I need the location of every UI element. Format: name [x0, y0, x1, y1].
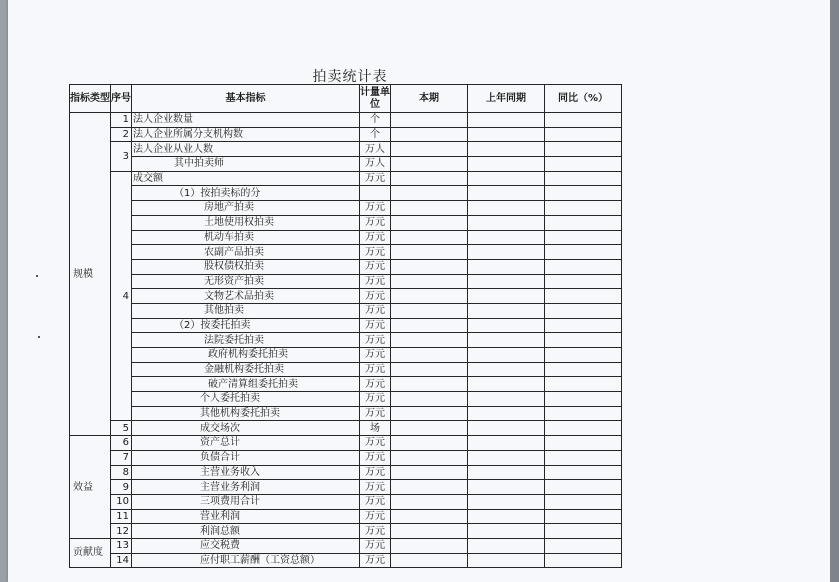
row-indicator: 个人委托拍卖	[132, 392, 360, 407]
table-row	[70, 127, 622, 142]
row-unit: 万元	[360, 465, 391, 480]
cell-current	[391, 333, 468, 348]
cell-yoy	[545, 538, 622, 553]
cell-last-year	[468, 348, 545, 363]
cell-last-year	[468, 421, 545, 436]
row-indicator: 成交场次	[132, 421, 360, 436]
cell-yoy	[545, 201, 622, 216]
row-indicator: 应付职工薪酬（工资总额）	[132, 553, 360, 568]
table-row	[70, 113, 622, 128]
table-row	[70, 201, 622, 216]
row-indicator: 法院委托拍卖	[132, 333, 360, 348]
cell-yoy	[545, 553, 622, 568]
table-row	[70, 215, 622, 230]
cell-current	[391, 538, 468, 553]
cell-last-year	[468, 436, 545, 451]
cell-last-year	[468, 362, 545, 377]
cell-current	[391, 274, 468, 289]
row-indicator: 农副产品拍卖	[132, 245, 360, 260]
row-seq: 12	[111, 524, 132, 539]
row-seq: 1	[111, 113, 132, 128]
table-row	[70, 303, 622, 318]
cell-yoy	[545, 465, 622, 480]
cell-last-year	[468, 553, 545, 568]
row-unit: 万元	[360, 509, 391, 524]
table-row	[70, 509, 622, 524]
row-unit: 万元	[360, 333, 391, 348]
cell-yoy	[545, 245, 622, 260]
header-last-year: 上年同期	[468, 85, 545, 113]
table-row	[70, 230, 622, 245]
row-indicator: 金融机构委托拍卖	[132, 362, 360, 377]
row-unit: 万元	[360, 201, 391, 216]
row-unit: 万元	[360, 303, 391, 318]
cell-yoy	[545, 524, 622, 539]
table-row	[70, 274, 622, 289]
row-seq: 7	[111, 450, 132, 465]
table-row	[70, 436, 622, 451]
cell-last-year	[468, 186, 545, 201]
cell-yoy	[545, 157, 622, 172]
cell-yoy	[545, 274, 622, 289]
cell-yoy	[545, 392, 622, 407]
cell-current	[391, 348, 468, 363]
cell-yoy	[545, 480, 622, 495]
row-unit: 万元	[360, 494, 391, 509]
table-row	[70, 465, 622, 480]
cell-last-year	[468, 509, 545, 524]
cell-current	[391, 142, 468, 157]
row-indicator: 成交额	[132, 171, 360, 186]
cell-last-year	[468, 142, 545, 157]
row-unit: 万元	[360, 348, 391, 363]
header-category: 指标类型	[70, 85, 111, 113]
cell-last-year	[468, 230, 545, 245]
cell-current	[391, 524, 468, 539]
table-title: 拍卖统计表	[312, 69, 388, 85]
cell-yoy	[545, 142, 622, 157]
table-row	[70, 318, 622, 333]
table-row	[70, 392, 622, 407]
row-indicator: 无形资产拍卖	[132, 274, 360, 289]
scan-speck	[36, 275, 38, 277]
row-indicator: 文物艺术品拍卖	[132, 289, 360, 304]
table-row	[70, 524, 622, 539]
row-unit: 万元	[360, 289, 391, 304]
cell-last-year	[468, 333, 545, 348]
cell-current	[391, 215, 468, 230]
cell-last-year	[468, 480, 545, 495]
cell-current	[391, 377, 468, 392]
cell-current	[391, 421, 468, 436]
table-row	[70, 171, 622, 186]
row-indicator: 土地使用权拍卖	[132, 215, 360, 230]
cell-current	[391, 465, 468, 480]
cell-yoy	[545, 348, 622, 363]
row-seq: 8	[111, 465, 132, 480]
row-indicator: 法人企业数量	[132, 113, 360, 128]
table-row	[70, 333, 622, 348]
cell-yoy	[545, 494, 622, 509]
cell-current	[391, 127, 468, 142]
table-row	[70, 538, 622, 553]
cell-yoy	[545, 259, 622, 274]
cell-yoy	[545, 289, 622, 304]
row-unit: 万元	[360, 480, 391, 495]
cell-current	[391, 318, 468, 333]
cell-last-year	[468, 377, 545, 392]
cell-current	[391, 480, 468, 495]
row-indicator: 主营业务利润	[132, 480, 360, 495]
row-unit	[360, 186, 391, 201]
row-indicator: 资产总计	[132, 436, 360, 451]
row-indicator: 政府机构委托拍卖	[132, 348, 360, 363]
cell-last-year	[468, 450, 545, 465]
header-seq: 序号	[111, 85, 132, 113]
cell-last-year	[468, 245, 545, 260]
row-unit: 个	[360, 113, 391, 128]
cell-yoy	[545, 127, 622, 142]
row-unit: 万元	[360, 245, 391, 260]
row-seq: 5	[111, 421, 132, 436]
table-row	[70, 494, 622, 509]
auction-statistics-table	[69, 84, 622, 568]
cell-current	[391, 201, 468, 216]
group-contribution: 贡献度	[70, 538, 111, 567]
cell-current	[391, 186, 468, 201]
cell-yoy	[545, 362, 622, 377]
header-unit: 计量单位	[360, 85, 391, 113]
cell-last-year	[468, 201, 545, 216]
row-unit: 万元	[360, 215, 391, 230]
table-row	[70, 377, 622, 392]
cell-last-year	[468, 127, 545, 142]
cell-last-year	[468, 289, 545, 304]
row-unit: 万元	[360, 553, 391, 568]
cell-yoy	[545, 215, 622, 230]
header-yoy: 同比（%）	[545, 85, 622, 113]
cell-yoy	[545, 230, 622, 245]
cell-yoy	[545, 333, 622, 348]
table-row	[70, 406, 622, 421]
row-seq: 13	[111, 538, 132, 553]
row-seq: 14	[111, 553, 132, 568]
row-indicator: 其他机构委托拍卖	[132, 406, 360, 421]
row-seq: 9	[111, 480, 132, 495]
table-row	[70, 553, 622, 568]
row-indicator: 其他拍卖	[132, 303, 360, 318]
row-unit: 万元	[360, 450, 391, 465]
cell-current	[391, 259, 468, 274]
row-unit: 万元	[360, 436, 391, 451]
table-row	[70, 362, 622, 377]
row-unit: 场	[360, 421, 391, 436]
row-unit: 万元	[360, 230, 391, 245]
group-scale: 规模	[70, 113, 111, 436]
cell-last-year	[468, 524, 545, 539]
row-indicator: 应交税费	[132, 538, 360, 553]
row-indicator: 法人企业从业人数	[132, 142, 360, 157]
table-row	[70, 186, 622, 201]
cell-yoy	[545, 113, 622, 128]
row-seq: 11	[111, 509, 132, 524]
row-unit: 万元	[360, 406, 391, 421]
row-indicator: 房地产拍卖	[132, 201, 360, 216]
table-row	[70, 450, 622, 465]
cell-yoy	[545, 450, 622, 465]
header-current: 本期	[391, 85, 468, 113]
table-row	[70, 480, 622, 495]
cell-yoy	[545, 318, 622, 333]
row-indicator: 负债合计	[132, 450, 360, 465]
cell-last-year	[468, 171, 545, 186]
cell-last-year	[468, 465, 545, 480]
header-indicator: 基本指标	[132, 85, 360, 113]
scan-speck	[38, 336, 40, 338]
cell-current	[391, 362, 468, 377]
row-unit: 万元	[360, 377, 391, 392]
cell-last-year	[468, 215, 545, 230]
table-row	[70, 245, 622, 260]
row-seq: 2	[111, 127, 132, 142]
cell-last-year	[468, 113, 545, 128]
cell-current	[391, 436, 468, 451]
row-indicator: 法人企业所属分支机构数	[132, 127, 360, 142]
row-unit: 个	[360, 127, 391, 142]
cell-yoy	[545, 421, 622, 436]
row-seq: 4	[111, 171, 132, 421]
row-indicator: 营业利润	[132, 509, 360, 524]
row-unit: 万元	[360, 318, 391, 333]
cell-current	[391, 494, 468, 509]
table-row	[70, 421, 622, 436]
cell-last-year	[468, 392, 545, 407]
cell-current	[391, 509, 468, 524]
cell-current	[391, 230, 468, 245]
cell-yoy	[545, 303, 622, 318]
table-row	[70, 142, 622, 157]
row-unit: 万元	[360, 392, 391, 407]
cell-last-year	[468, 303, 545, 318]
cell-yoy	[545, 509, 622, 524]
cell-last-year	[468, 538, 545, 553]
row-seq: 3	[111, 142, 132, 171]
cell-current	[391, 157, 468, 172]
row-indicator: 主营业务收入	[132, 465, 360, 480]
row-unit: 万元	[360, 362, 391, 377]
cell-last-year	[468, 406, 545, 421]
cell-last-year	[468, 318, 545, 333]
table-row	[70, 259, 622, 274]
cell-yoy	[545, 186, 622, 201]
row-indicator: 三项费用合计	[132, 494, 360, 509]
cell-yoy	[545, 171, 622, 186]
header-row	[70, 85, 622, 113]
cell-last-year	[468, 157, 545, 172]
cell-current	[391, 113, 468, 128]
cell-current	[391, 450, 468, 465]
viewer-edge	[830, 0, 839, 582]
row-indicator: 利润总额	[132, 524, 360, 539]
cell-yoy	[545, 377, 622, 392]
table-row	[70, 289, 622, 304]
row-indicator: （2）按委托拍卖	[132, 318, 360, 333]
row-unit: 万元	[360, 171, 391, 186]
cell-last-year	[468, 259, 545, 274]
row-unit: 万人	[360, 157, 391, 172]
cell-last-year	[468, 274, 545, 289]
row-seq: 10	[111, 494, 132, 509]
cell-current	[391, 289, 468, 304]
cell-current	[391, 406, 468, 421]
row-seq: 6	[111, 436, 132, 451]
cell-current	[391, 392, 468, 407]
table-row	[70, 348, 622, 363]
cell-current	[391, 171, 468, 186]
group-benefit: 效益	[70, 436, 111, 539]
row-indicator: 其中拍卖师	[132, 157, 360, 172]
row-unit: 万元	[360, 259, 391, 274]
row-unit: 万人	[360, 142, 391, 157]
row-indicator: 破产清算组委托拍卖	[132, 377, 360, 392]
row-unit: 万元	[360, 524, 391, 539]
cell-current	[391, 303, 468, 318]
cell-current	[391, 553, 468, 568]
table-row	[70, 157, 622, 172]
row-indicator: （1）按拍卖标的分	[132, 186, 360, 201]
row-unit: 万元	[360, 538, 391, 553]
cell-last-year	[468, 494, 545, 509]
row-unit: 万元	[360, 274, 391, 289]
cell-yoy	[545, 436, 622, 451]
cell-current	[391, 245, 468, 260]
cell-yoy	[545, 406, 622, 421]
row-indicator: 股权债权拍卖	[132, 259, 360, 274]
row-indicator: 机动车拍卖	[132, 230, 360, 245]
